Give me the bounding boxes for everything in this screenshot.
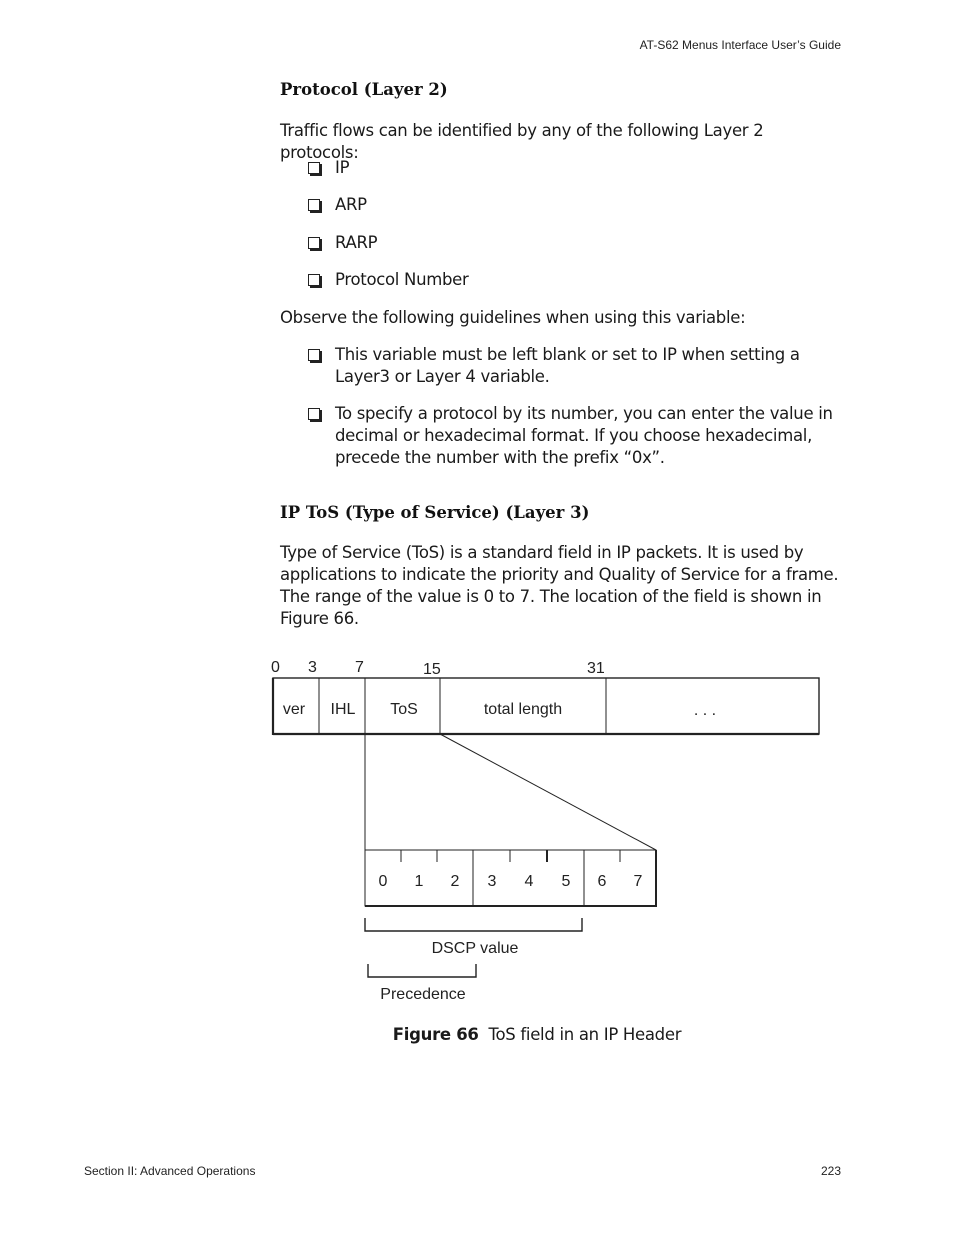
list-item-text: RARP <box>335 233 378 252</box>
footer-section: Section II: Advanced Operations <box>84 1164 256 1178</box>
bit-offset-label: 7 <box>355 659 364 676</box>
guidelines-intro: Observe the following guidelines when using this variable: <box>280 308 746 327</box>
list-item-text: This variable must be left blank or set to IP when setting a Layer3 or Layer 4 variable. <box>335 345 800 386</box>
tos-bit-label: 0 <box>378 873 388 890</box>
tos-bit-label: 2 <box>450 873 460 890</box>
dscp-label: DSCP value <box>431 940 519 957</box>
tos-bit-label: 4 <box>524 873 534 890</box>
precedence-label: Precedence <box>380 986 466 1003</box>
figure-number: Figure 66 <box>392 1025 479 1044</box>
tos-body: Type of Service (ToS) is a standard field in IP packets. It is used by applications to indicate the priority and Quality of Service for a frame. The range of the value is 0 to 7. The location of the field is shown in Figure 66. <box>280 543 839 628</box>
zoom-line-right <box>440 734 656 850</box>
bit-offset-label: 31 <box>587 660 605 677</box>
bit-offset-label: 3 <box>308 659 317 676</box>
protocol-intro: Traffic flows can be identified by any of the following Layer 2 protocols: <box>280 121 764 162</box>
running-header: AT-S62 Menus Interface User’s Guide <box>639 38 841 52</box>
list-item-text: ARP <box>335 195 367 214</box>
tos-bit-label: 5 <box>561 873 571 890</box>
tos-bit-label: 1 <box>414 873 424 890</box>
dscp-bracket <box>365 918 582 931</box>
tos-bit-label: 7 <box>633 873 643 890</box>
precedence-bracket <box>368 964 476 977</box>
tos-bit-label: 3 <box>487 873 497 890</box>
figure-title: ToS field in an IP Header <box>488 1025 682 1044</box>
list-item-text: IP <box>335 158 350 177</box>
tos-heading: IP ToS (Type of Service) (Layer 3) <box>280 503 590 522</box>
field-tos: ToS <box>390 701 418 718</box>
field-ihl: IHL <box>330 701 356 718</box>
list-item-text: Protocol Number <box>335 270 469 289</box>
protocol-heading: Protocol (Layer 2) <box>280 80 448 99</box>
bit-offset-label: 0 <box>271 659 280 676</box>
field-total-length: total length <box>483 701 563 718</box>
page-number: 223 <box>820 1164 841 1178</box>
field-ellipsis: . . . <box>693 702 717 719</box>
figure-caption <box>0 1025 954 1044</box>
bit-offset-label: 15 <box>423 661 441 678</box>
list-item-text: To specify a protocol by its number, you can enter the value in decimal or hexadecimal format. If you choose hexadecimal, precede the number with the prefix “0x”. <box>335 404 833 467</box>
field-ver: ver <box>282 701 306 718</box>
tos-bit-label: 6 <box>597 873 607 890</box>
